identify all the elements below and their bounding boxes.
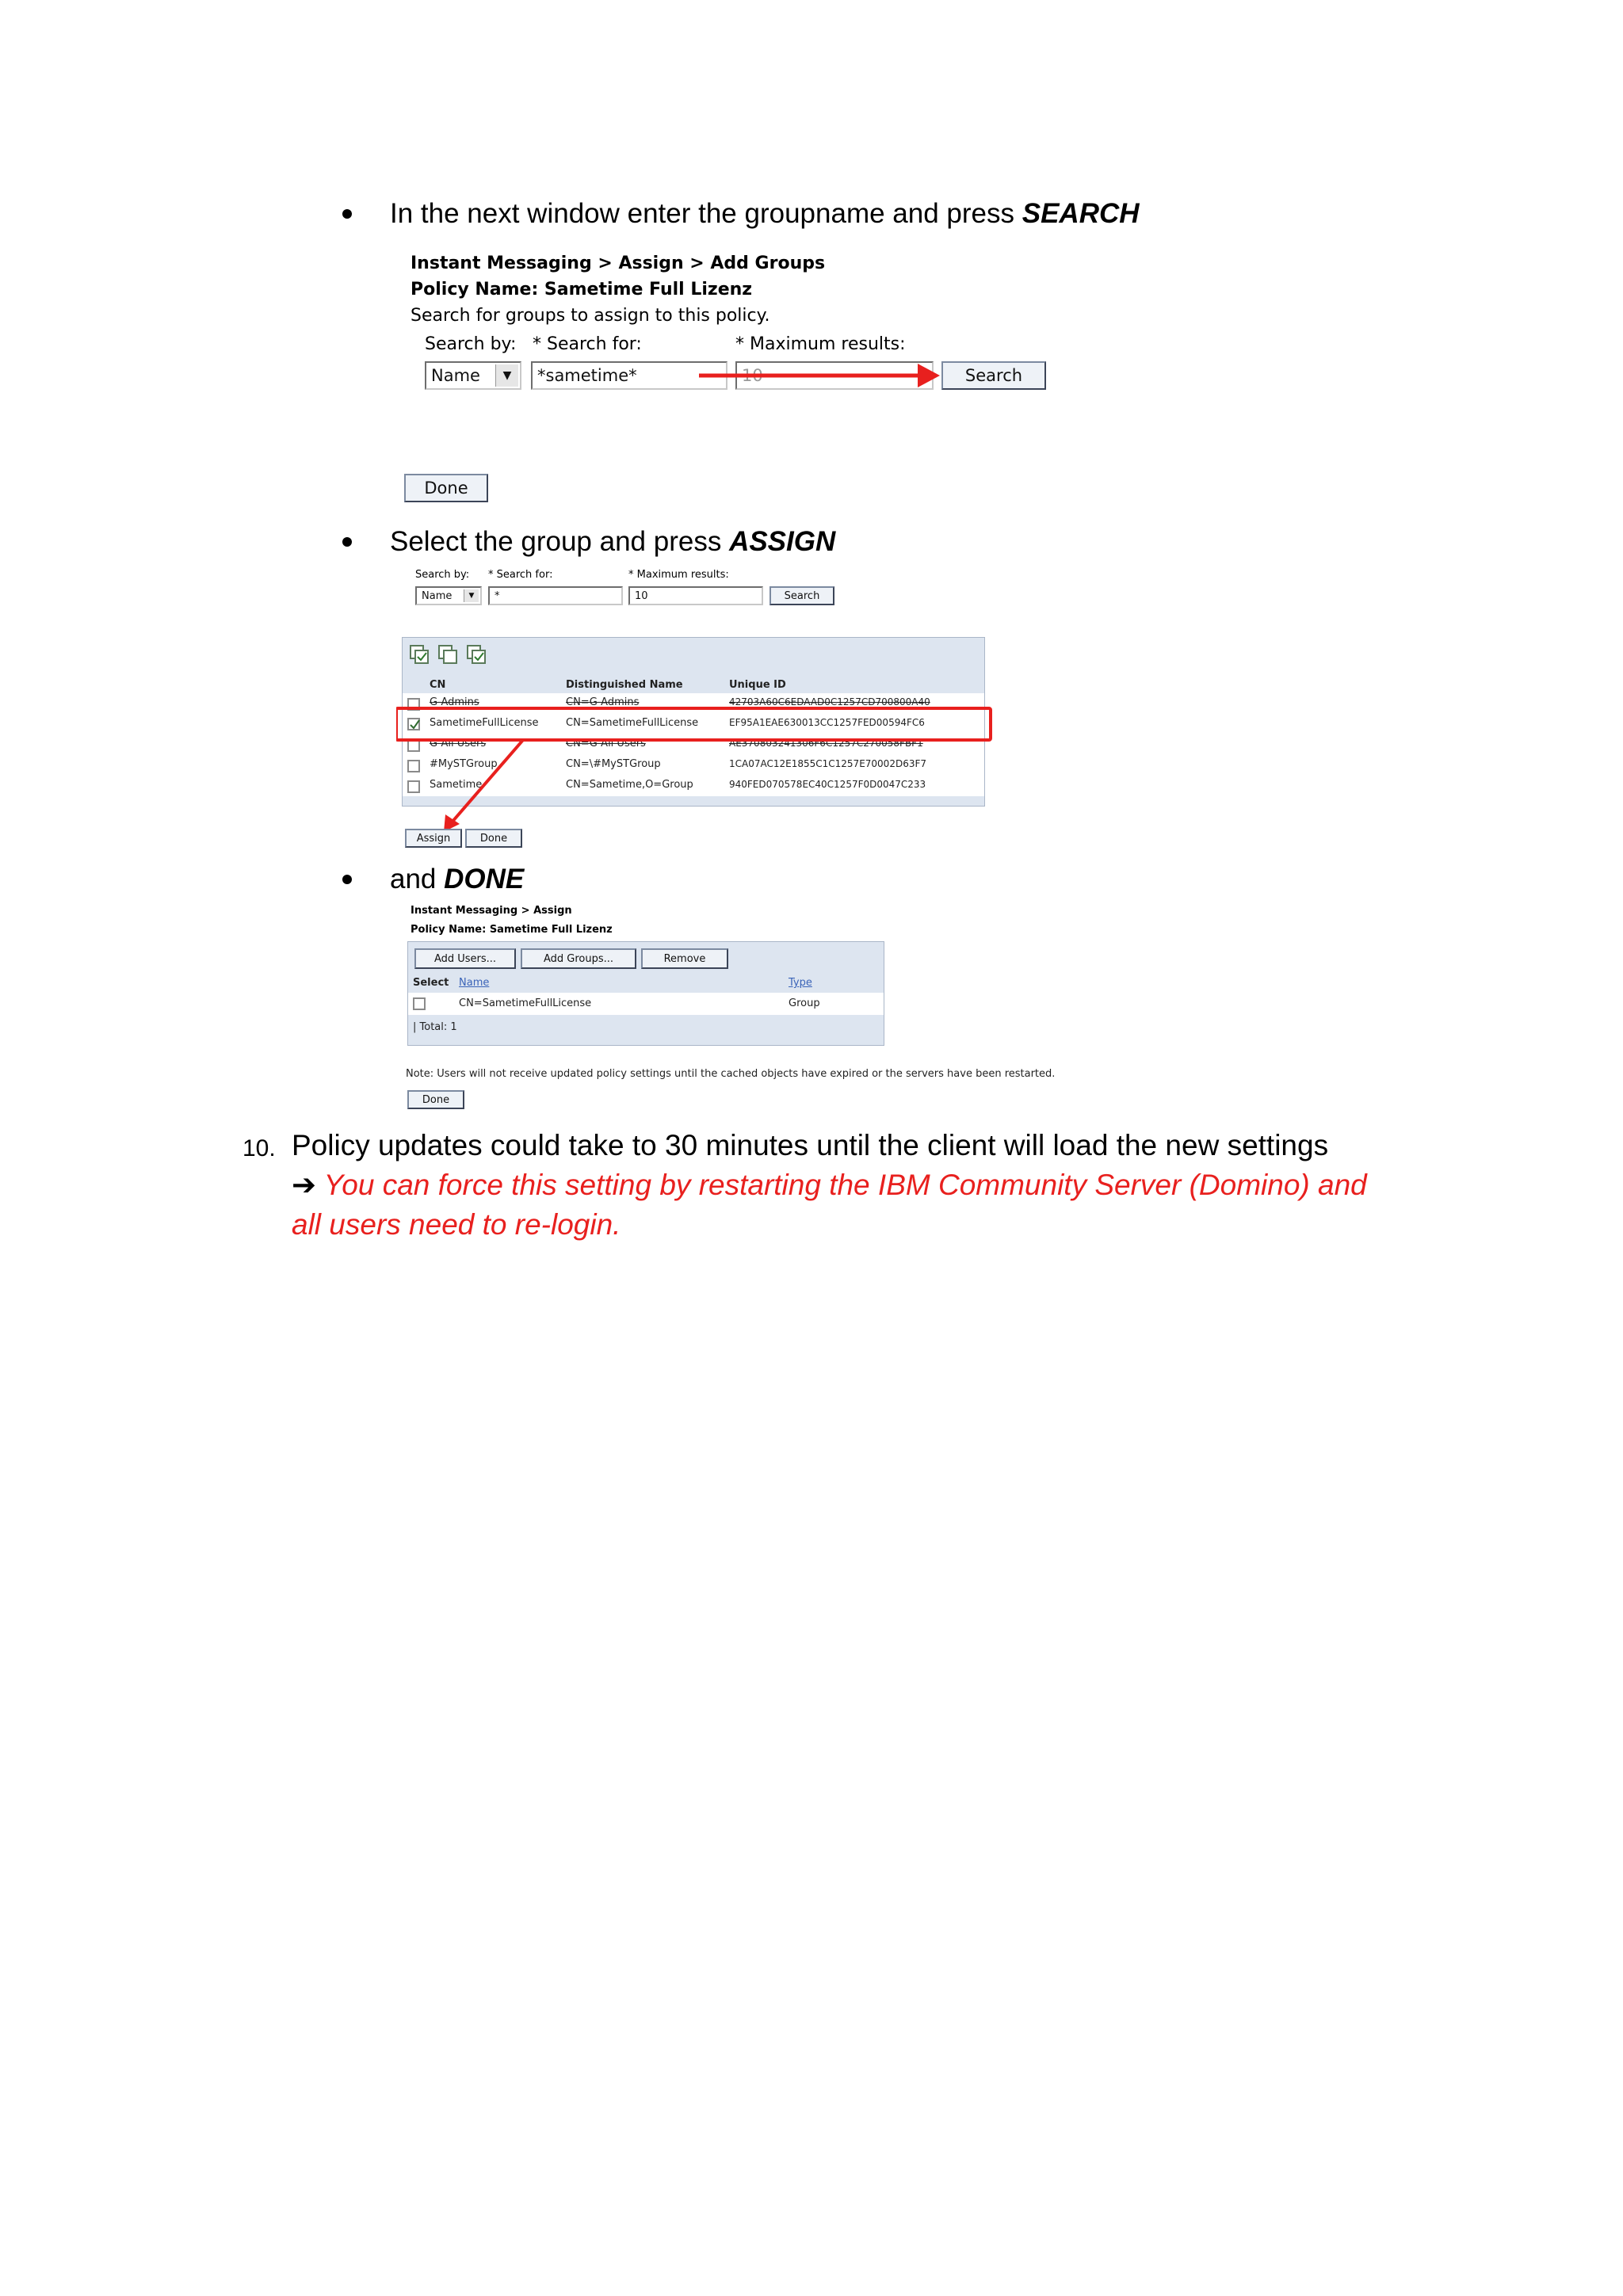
cell-uid: 1CA07AC12E1855C1C1257E70002D63F7 [729, 758, 926, 769]
remove-button[interactable]: Remove [641, 948, 728, 969]
bullet-point [342, 875, 352, 884]
cell-dn: CN=\#MySTGroup [566, 758, 661, 770]
cell-dn: CN=SametimeFullLicense [566, 717, 699, 729]
chevron-down-icon[interactable]: ▼ [495, 364, 518, 387]
item10-note-text: You can force this setting by restarting the IBM Community Server (Domino) and [323, 1169, 1367, 1201]
breadcrumb: Instant Messaging > Assign [411, 905, 572, 917]
table-row[interactable] [408, 993, 884, 1015]
max-results-label: * Maximum results: [628, 569, 729, 581]
max-results-label: * Maximum results: [735, 334, 906, 354]
done-button[interactable]: Done [407, 1090, 464, 1109]
add-users-button[interactable]: Add Users... [414, 948, 516, 969]
column-header-dn: Distinguished Name [566, 679, 683, 691]
cell-cn: G-All Users [430, 738, 487, 749]
column-header-uid: Unique ID [729, 679, 786, 691]
bullet-point [342, 209, 352, 219]
step-assign-text-plain: Select the group and press [390, 526, 730, 557]
red-arrow-head [918, 364, 940, 387]
search-for-label: * Search for: [488, 569, 553, 581]
max-results-value: 10 [635, 589, 648, 602]
done-button[interactable]: Done [465, 829, 522, 848]
screenshot-add-groups [404, 247, 1054, 509]
list-number: 10. [242, 1135, 276, 1161]
cell-dn: CN=G-Admins [566, 696, 640, 708]
red-highlight-box [396, 708, 991, 740]
max-results-value: 10 [742, 366, 763, 385]
total-count: | Total: 1 [413, 1021, 457, 1033]
chevron-down-icon[interactable]: ▼ [464, 589, 479, 602]
breadcrumb: Instant Messaging > Assign > Add Groups [411, 254, 826, 273]
arrow-right-icon: ➔ [292, 1169, 317, 1201]
search-by-value: Name [422, 589, 453, 602]
item10-note-line2: all users need to re-login. [292, 1208, 621, 1241]
cell-cn: #MySTGroup [430, 758, 498, 770]
cell-uid: 940FED070578EC40C1257F0D0047C233 [729, 779, 926, 790]
screenshot-assign-summary [404, 902, 1212, 1116]
column-header-name[interactable]: Name [459, 977, 490, 989]
step-done-text [390, 864, 524, 895]
done-button[interactable]: Done [404, 474, 488, 502]
assign-button[interactable]: Assign [405, 829, 462, 848]
red-arrow-annotation [404, 247, 1054, 509]
red-arrow-line [452, 740, 523, 822]
cell-dn: CN=G-All Users [566, 738, 646, 749]
cell-type: Group [789, 997, 820, 1009]
item10-note-line1 [292, 1169, 1367, 1201]
assignments-panel [407, 941, 884, 1046]
policy-name: Policy Name: Sametime Full Lizenz [411, 280, 753, 299]
policy-name: Policy Name: Sametime Full Lizenz [411, 924, 613, 936]
policy-note: Note: Users will not receive updated policy settings until the cached objects have expired or the servers have been restarted. [406, 1068, 1056, 1080]
red-highlight-annotation [396, 564, 999, 854]
column-header-select: Select [413, 977, 449, 989]
cell-name: CN=SametimeFullLicense [459, 997, 592, 1009]
cell-dn: CN=Sametime,O=Group [566, 779, 693, 791]
search-for-value: * [495, 589, 500, 602]
cell-cn: Sametime [430, 779, 483, 791]
step-assign-text-emph: ASSIGN [729, 526, 836, 557]
search-by-value: Name [431, 366, 480, 385]
step-done-text-plain: and [390, 864, 445, 894]
screenshot-assign-groups [396, 564, 999, 854]
search-button[interactable]: Search [941, 361, 1046, 390]
search-button[interactable]: Search [769, 586, 834, 605]
search-by-label: Search by: [425, 334, 517, 354]
column-header-cn: CN [430, 679, 446, 691]
search-instruction: Search for groups to assign to this policy. [411, 306, 770, 326]
cell-uid: 42703A60C6EDAAD0C1257CD700800A40 [729, 696, 930, 707]
cell-cn: G-Admins [430, 696, 479, 708]
item10-text: Policy updates could take to 30 minutes until the client will load the new settings [292, 1129, 1329, 1161]
step-assign-text [390, 526, 835, 558]
step-search-text [390, 198, 1140, 230]
step-search-text-emph: SEARCH [1022, 198, 1140, 229]
bullet-point [342, 537, 352, 547]
cell-cn: SametimeFullLicense [430, 717, 539, 729]
search-for-value: *sametime* [537, 366, 637, 385]
cell-uid: EF95A1EAE630013CC1257FED00594FC6 [729, 717, 925, 728]
step-search-text-plain: In the next window enter the groupname and press [390, 198, 1022, 229]
cell-uid: AE370803241306F6C1257C270058FBF1 [729, 738, 923, 749]
search-by-label: Search by: [415, 569, 470, 581]
add-groups-button[interactable]: Add Groups... [521, 948, 636, 969]
row-checkbox[interactable] [413, 997, 426, 1010]
step-done-text-emph: DONE [444, 864, 525, 894]
search-for-label: * Search for: [533, 334, 642, 354]
column-header-type[interactable]: Type [789, 977, 812, 989]
